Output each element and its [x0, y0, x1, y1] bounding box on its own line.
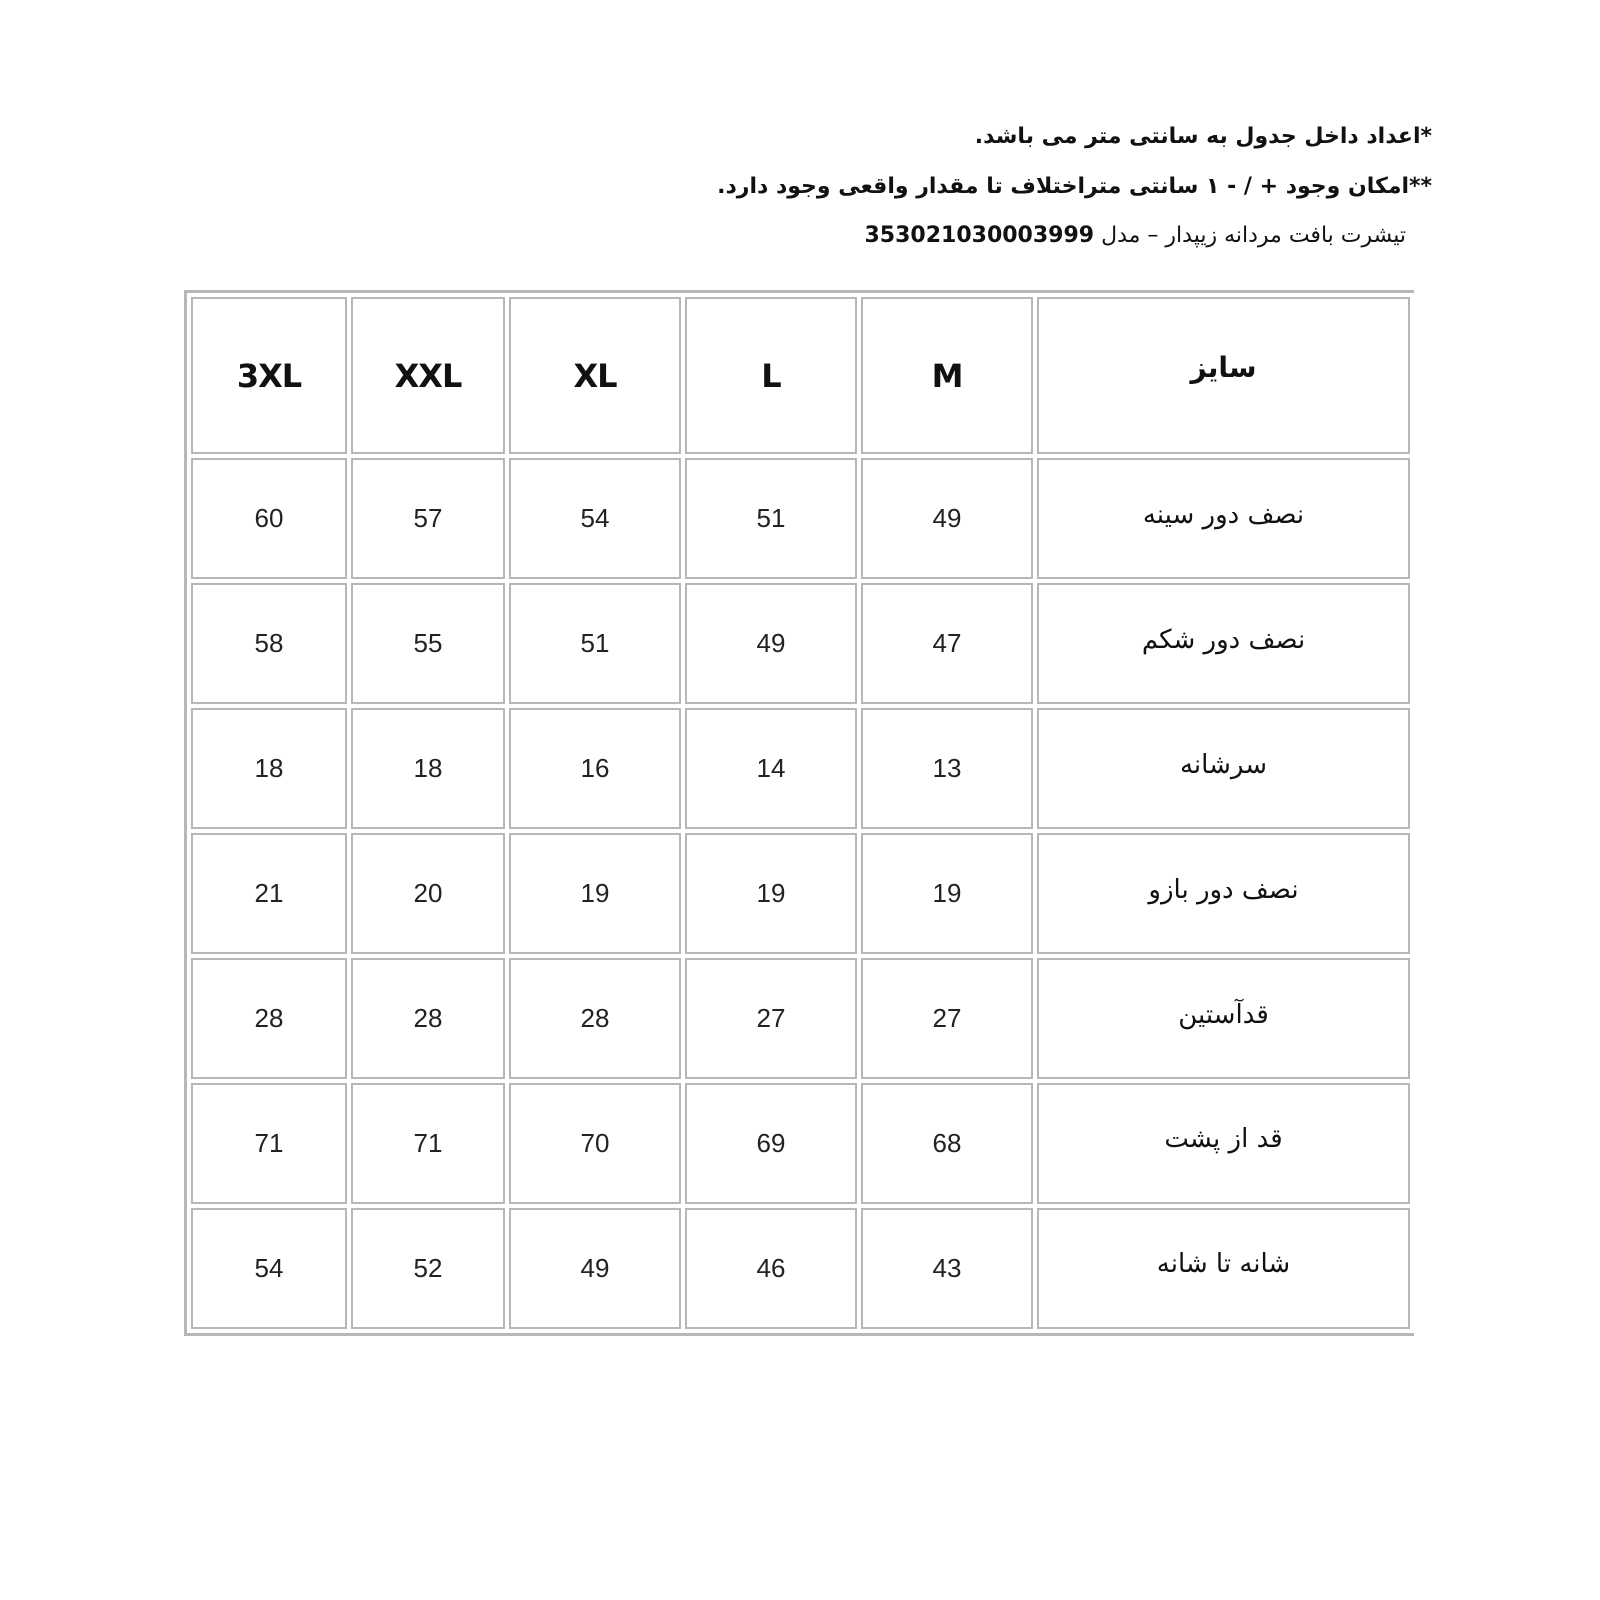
size-header-xxl: XXL [351, 297, 505, 454]
value-cell: 28 [351, 958, 505, 1079]
value-cell: 18 [191, 708, 347, 829]
table-row [191, 708, 1410, 829]
size-table [187, 293, 1414, 1333]
value-cell: 69 [685, 1083, 857, 1204]
size-header-xl: XL [509, 297, 681, 454]
value-cell: 19 [861, 833, 1033, 954]
note-units: *اعداد داخل جدول به سانتی متر می باشد. [974, 124, 1432, 149]
value-cell: 28 [509, 958, 681, 1079]
value-cell: 49 [509, 1208, 681, 1329]
row-label: نصف دور بازو [1037, 833, 1410, 954]
label-header: سایز [1037, 297, 1410, 454]
value-cell: 13 [861, 708, 1033, 829]
value-cell: 70 [509, 1083, 681, 1204]
value-cell: 47 [861, 583, 1033, 704]
value-cell: 46 [685, 1208, 857, 1329]
value-cell: 19 [509, 833, 681, 954]
value-cell: 57 [351, 458, 505, 579]
value-cell: 49 [861, 458, 1033, 579]
notes-block [532, 112, 1432, 260]
value-cell: 21 [191, 833, 347, 954]
value-cell: 20 [351, 833, 505, 954]
value-cell: 51 [509, 583, 681, 704]
value-cell: 68 [861, 1083, 1033, 1204]
row-label: نصف دور شکم [1037, 583, 1410, 704]
value-cell: 54 [191, 1208, 347, 1329]
note-tolerance: **امکان وجود + / - ۱ سانتی متراختلاف تا مقدار واقعی وجود دارد. [717, 174, 1432, 199]
product-title-line [532, 212, 1406, 260]
value-cell: 55 [351, 583, 505, 704]
row-label: نصف دور سینه [1037, 458, 1410, 579]
value-cell: 71 [191, 1083, 347, 1204]
value-cell: 60 [191, 458, 347, 579]
size-header-l: L [685, 297, 857, 454]
value-cell: 19 [685, 833, 857, 954]
row-label: قد از پشت [1037, 1083, 1410, 1204]
value-cell: 51 [685, 458, 857, 579]
table-row [191, 1083, 1410, 1204]
value-cell: 16 [509, 708, 681, 829]
value-cell: 43 [861, 1208, 1033, 1329]
value-cell: 28 [191, 958, 347, 1079]
row-label: شانه تا شانه [1037, 1208, 1410, 1329]
value-cell: 54 [509, 458, 681, 579]
table-row [191, 458, 1410, 579]
model-code: 353021030003999 [864, 223, 1095, 248]
value-cell: 14 [685, 708, 857, 829]
value-cell: 27 [861, 958, 1033, 1079]
value-cell: 58 [191, 583, 347, 704]
size-header-3xl: 3XL [191, 297, 347, 454]
value-cell: 71 [351, 1083, 505, 1204]
table-row [191, 958, 1410, 1079]
table-row [191, 1208, 1410, 1329]
header-row [191, 297, 1410, 454]
size-chart [184, 290, 1414, 1336]
value-cell: 27 [685, 958, 857, 1079]
value-cell: 18 [351, 708, 505, 829]
table-row [191, 583, 1410, 704]
value-cell: 52 [351, 1208, 505, 1329]
product-title: تیشرت بافت مردانه زیپدار – مدل [1101, 223, 1406, 248]
table-row [191, 833, 1410, 954]
value-cell: 49 [685, 583, 857, 704]
row-label: قدآستین [1037, 958, 1410, 1079]
row-label: سرشانه [1037, 708, 1410, 829]
size-header-m: M [861, 297, 1033, 454]
